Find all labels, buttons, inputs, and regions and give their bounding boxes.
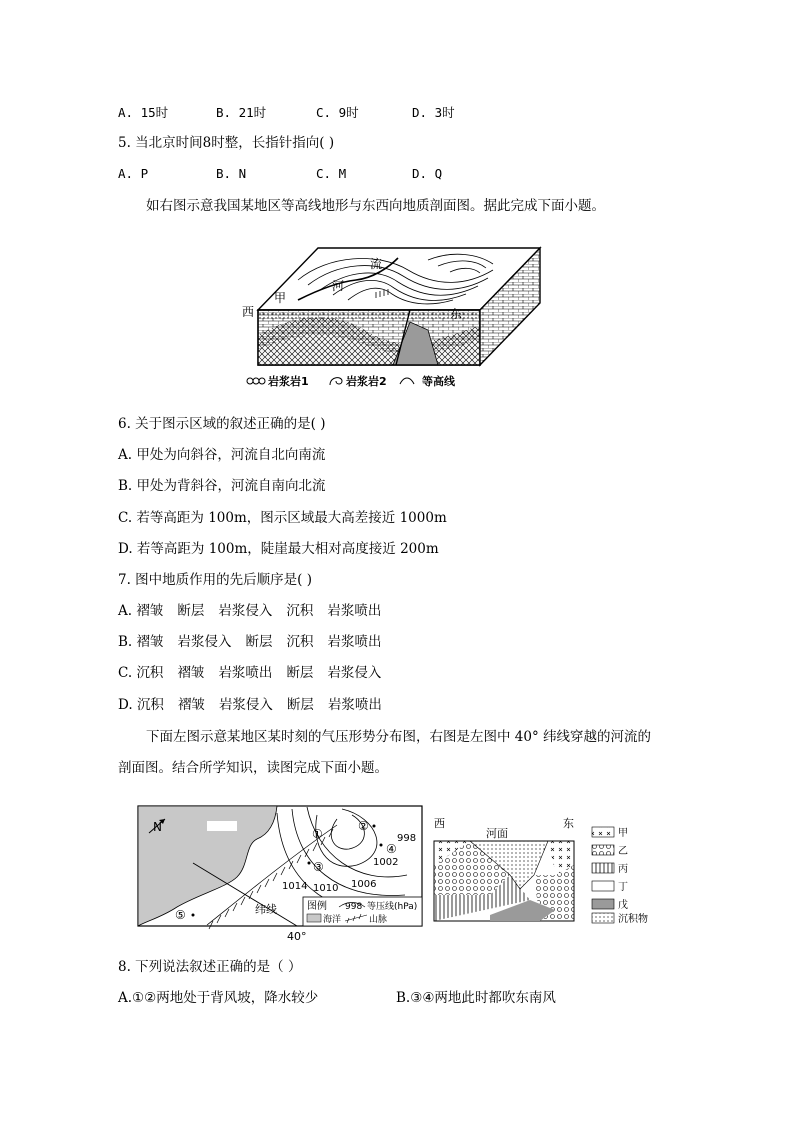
label-liu: 流 xyxy=(370,257,383,271)
legend-mountain: 山脉 xyxy=(369,915,388,925)
label-he: 河 xyxy=(332,279,345,293)
geology-block-diagram xyxy=(238,240,544,390)
q7d-step-1: 沉积 xyxy=(136,697,164,713)
q7b-step-1: 褶皱 xyxy=(136,634,164,650)
point-5: ⑤ xyxy=(175,908,186,922)
section-legend-yi: 乙 xyxy=(618,846,628,857)
q5-option-a[interactable]: A. P xyxy=(118,166,149,181)
label-west: 西 xyxy=(242,305,255,319)
contour-line-icon xyxy=(400,378,414,384)
section-legend-ding: 丁 xyxy=(618,882,628,893)
pressure-map-figure xyxy=(137,805,425,943)
q6-stem: 6. 关于图示区域的叙述正确的是( ) xyxy=(118,416,326,432)
q7c-step-2: 褶皱 xyxy=(177,665,205,681)
isobar-1006: 1006 xyxy=(351,879,377,890)
q7-stem: 7. 图中地质作用的先后顺序是( ) xyxy=(118,572,312,588)
section-legend-sediment: 沉积物 xyxy=(618,914,648,925)
q7a-step-1: 褶皱 xyxy=(136,603,164,619)
latitude-label: 40° xyxy=(287,930,307,943)
igneous-rock-1-icon xyxy=(247,378,265,384)
label-east: 东 xyxy=(450,307,463,321)
q4-option-c[interactable]: C. 9时 xyxy=(316,105,359,120)
sea-legend-icon xyxy=(307,914,321,922)
point-2: ② xyxy=(358,819,369,833)
section-legend-jia: 甲 xyxy=(618,828,628,839)
q5-options xyxy=(118,165,442,183)
igneous-rock-2-icon xyxy=(330,378,342,385)
q4-option-d[interactable]: D. 3时 xyxy=(412,105,455,120)
q7d-step-3: 岩浆侵入 xyxy=(218,697,273,713)
q8-option-a[interactable]: A.①②两地处于背风坡，降水较少 xyxy=(118,990,319,1006)
isobar-1010: 1010 xyxy=(313,883,339,894)
section-east: 东 xyxy=(563,817,574,830)
q7a-step-3: 岩浆侵入 xyxy=(218,603,273,619)
north-label: N xyxy=(153,820,162,834)
fig1-legend xyxy=(247,374,456,388)
q8-stem: 8. 下列说法叙述正确的是（ ） xyxy=(118,959,302,975)
q7-option-a[interactable] xyxy=(118,602,381,620)
isobar-1014: 1014 xyxy=(282,881,308,892)
q7-option-a-letter: A. xyxy=(118,603,133,619)
q7c-step-4: 断层 xyxy=(286,665,314,681)
point-3: ③ xyxy=(313,860,324,874)
point-1: ① xyxy=(312,827,323,841)
q4-option-b[interactable]: B. 21时 xyxy=(216,105,267,120)
q7b-step-5: 岩浆喷出 xyxy=(327,634,382,650)
q7-option-c-letter: C. xyxy=(118,665,133,681)
river-section-figure xyxy=(430,815,670,925)
q7d-step-2: 褶皱 xyxy=(177,697,205,713)
legend-contour: 等高线 xyxy=(422,375,455,388)
intro-paragraph-1: 如右图示意我国某地区等高线地形与东西向地质剖面图。据此完成下面小题。 xyxy=(146,198,605,214)
q7a-step-2: 断层 xyxy=(177,603,205,619)
intro-paragraph-2-line-1: 下面左图示意某地区某时刻的气压形势分布图，右图是左图中 40° 纬线穿越的河流的 xyxy=(146,729,652,745)
point-4: ④ xyxy=(386,842,397,856)
q5-option-d[interactable]: D. Q xyxy=(412,166,443,181)
q7a-step-5: 岩浆喷出 xyxy=(327,603,382,619)
q7c-step-1: 沉积 xyxy=(136,665,164,681)
latitude-line-label: 纬线 xyxy=(255,903,277,916)
legend-igneous-rock-2: 岩浆岩2 xyxy=(346,375,387,388)
section-legend-bing: 丙 xyxy=(618,864,628,875)
q7-option-b-letter: B. xyxy=(118,634,133,650)
q7-option-c[interactable] xyxy=(118,664,381,682)
q7b-step-3: 断层 xyxy=(245,634,273,650)
section-west: 西 xyxy=(434,817,445,830)
q7b-step-2: 岩浆侵入 xyxy=(177,634,232,650)
q8-option-b[interactable]: B.③④两地此时都吹东南风 xyxy=(396,990,556,1006)
q6-option-d[interactable]: D. 若等高距为 100m，陡崖最大相对高度接近 200m xyxy=(118,541,439,557)
legend-isobar-value: 998 xyxy=(345,902,363,912)
q5-option-c[interactable]: C. M xyxy=(316,166,347,181)
q7-option-b[interactable] xyxy=(118,633,382,651)
legend-isobar-label: 等压线(hPa) xyxy=(367,902,418,912)
intro-paragraph-2-line-2: 剖面图。结合所学知识，读图完成下面小题。 xyxy=(118,760,388,776)
section-legend xyxy=(592,827,648,925)
q7c-step-3: 岩浆喷出 xyxy=(218,665,273,681)
q4-options xyxy=(118,104,455,122)
q7-option-d[interactable] xyxy=(118,696,382,714)
q7b-step-4: 沉积 xyxy=(286,634,314,650)
legend-sea: 海洋 xyxy=(323,915,342,925)
label-jia: 甲 xyxy=(274,291,287,305)
q6-option-b[interactable]: B. 甲处为背斜谷，河流自南向北流 xyxy=(118,478,326,494)
legend-igneous-rock-1: 岩浆岩1 xyxy=(268,375,309,388)
section-river-label: 河面 xyxy=(486,827,508,840)
isobar-998: 998 xyxy=(397,833,417,844)
map-legend-title: 图例 xyxy=(307,901,327,912)
q7d-step-5: 岩浆喷出 xyxy=(327,697,382,713)
q4-option-a[interactable]: A. 15时 xyxy=(118,105,169,120)
isobar-1002: 1002 xyxy=(373,857,399,868)
q6-option-c[interactable]: C. 若等高距为 100m，图示区域最大高差接近 1000m xyxy=(118,510,447,526)
q7d-step-4: 断层 xyxy=(286,697,314,713)
q7c-step-5: 岩浆侵入 xyxy=(327,665,382,681)
section-legend-wu: 戊 xyxy=(618,900,628,911)
q7a-step-4: 沉积 xyxy=(286,603,314,619)
q7-option-d-letter: D. xyxy=(118,697,133,713)
q5-stem: 5. 当北京时间8时整，长指针指向( ) xyxy=(118,135,335,151)
q6-option-a[interactable]: A. 甲处为向斜谷，河流自北向南流 xyxy=(118,447,326,463)
q5-option-b[interactable]: B. N xyxy=(216,166,247,181)
